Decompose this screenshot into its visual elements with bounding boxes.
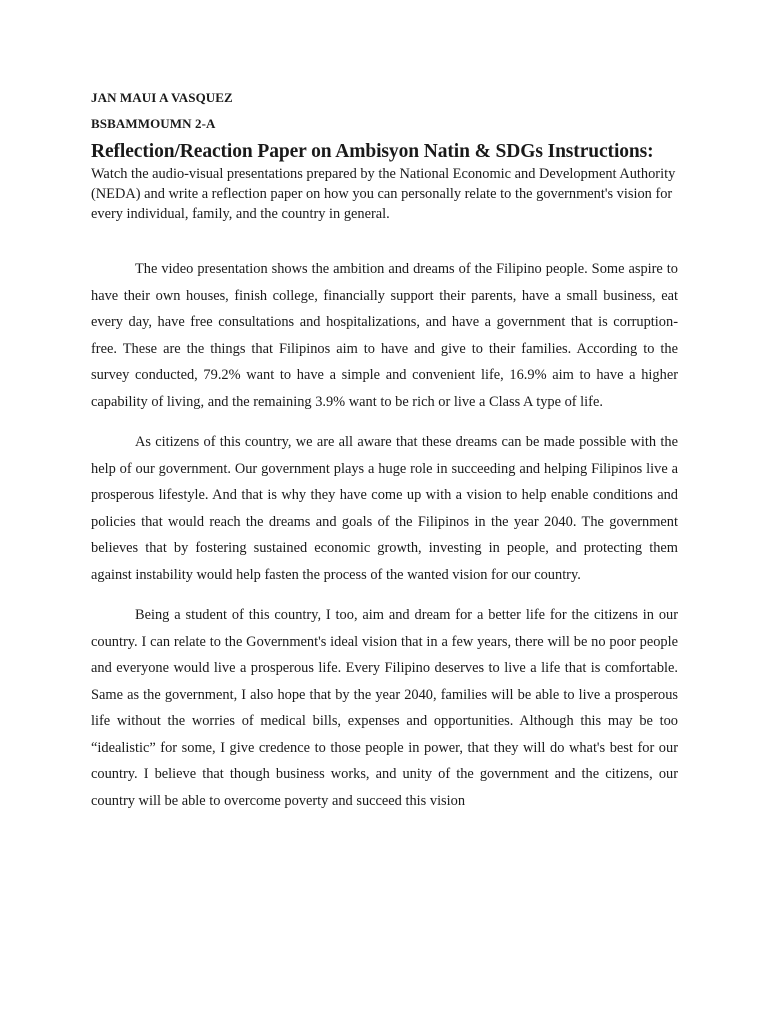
page-title: Reflection/Reaction Paper on Ambisyon Natin & SDGs Instructions:: [91, 141, 654, 162]
body-paragraph-1: The video presentation shows the ambition and dreams of the Filipino people. Some aspire to have their own houses, finish college, financially support their parents, have a small business, eat every day, have free consultations and hospitalizations, and have a government that is corruption-free. These are the things that Filipinos aim to have and give to their families. According to the survey conducted, 79.2% want to have a simple and convenient life, 16.9% aim to have a higher capability of living, and the remaining 3.9% want to be rich or live a Class A type of life.: [91, 261, 678, 410]
body-paragraph-2: As citizens of this country, we are all aware that these dreams can be made possible with the help of our government. Our government plays a huge role in succeeding and helping Filipinos live a prosperous lifestyle. And that is why they have come up with a vision to help enable conditions and policies that would reach the dreams and goals of the Filipinos in the year 2040. The government believes that by fostering sustained economic growth, investing in people, and protecting them against instability would help fasten the process of the wanted vision for our country.: [91, 434, 678, 583]
document-page: [91, 90, 678, 828]
course-section: BSBAMMOUMN 2-A: [91, 116, 216, 131]
instructions-text: Watch the audio-visual presentations prepared by the National Economic and Development Authority (NEDA) and write a reflection paper on how you can personally relate to the government's vision for every individual, family, and the country in general.: [91, 166, 676, 222]
body-paragraph-3: Being a student of this country, I too, aim and dream for a better life for the citizens in our country. I can relate to the Government's ideal vision that in a few years, there will be no poor people and everyone would live a prosperous life. Every Filipino deserves to live a life that is comfortable. Same as the government, I also hope that by the year 2040, families will be able to live a prosperous life without the worries of medical bills, expenses and opportunities. Although this may be too “idealistic” for some, I give credence to those people in power, that they will do what's best for our country. I believe that though business works, and unity of the government and the citizens, our country will be able to overcome poverty and succeed this vision: [91, 607, 678, 809]
author-name: JAN MAUI A VASQUEZ: [91, 90, 233, 105]
